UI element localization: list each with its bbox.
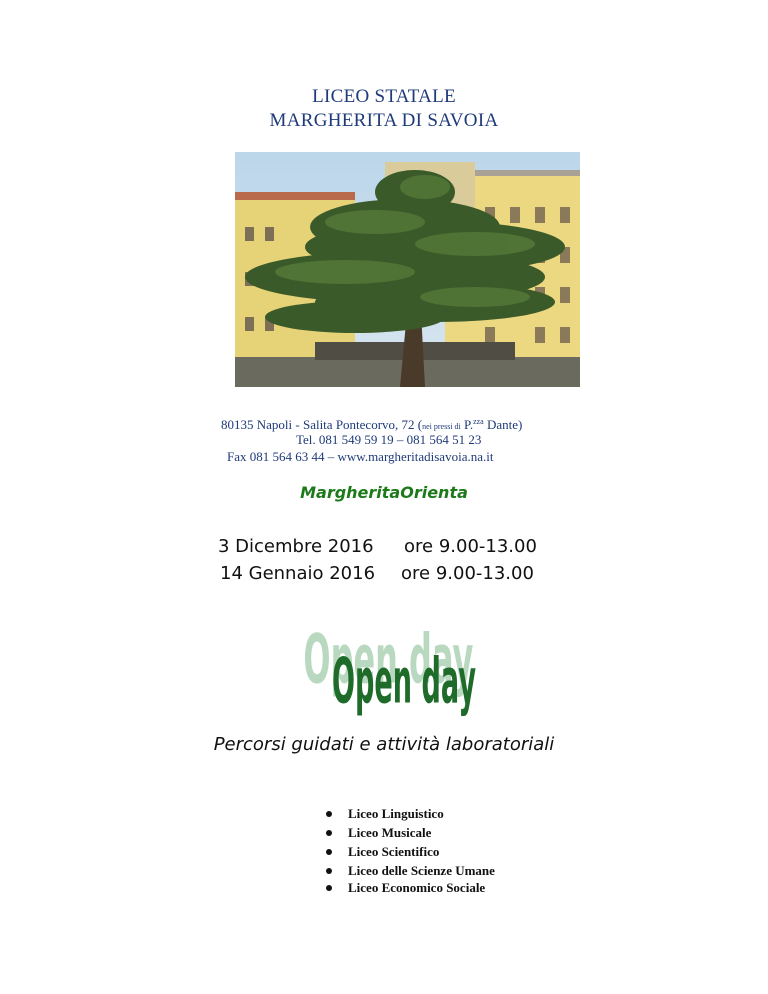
bullet-icon — [326, 885, 332, 891]
list-item: Liceo Economico Sociale — [326, 880, 495, 895]
school-name-line1: LICEO STATALE — [312, 86, 456, 107]
date-2: 14 Gennaio 2016 — [220, 563, 376, 584]
time-1: ore 9.00-13.00 — [404, 536, 537, 557]
subtitle: Percorsi guidati e attività laboratoriali — [213, 734, 555, 755]
open-day-banner — [300, 588, 490, 716]
list-item: Liceo delle Scienze Umane — [326, 861, 495, 880]
address-fax-web: Fax 081 564 63 44 – www.margheritadisavoia.na.it — [227, 449, 494, 464]
time-2: ore 9.00-13.00 — [401, 563, 534, 584]
school-name-line2: MARGHERITA DI SAVOIA — [269, 110, 499, 131]
list-item: Liceo Musicale — [326, 823, 495, 842]
list-item: Liceo Linguistico — [326, 804, 495, 823]
address-phone: Tel. 081 549 59 19 – 081 564 51 23 — [296, 432, 482, 447]
event-name: MargheritaOrienta — [300, 483, 468, 502]
school-building-photo-icon — [235, 152, 580, 387]
school-photo — [235, 152, 580, 387]
date-1: 3 Dicembre 2016 — [218, 536, 374, 557]
open-day-text: Open day — [332, 645, 476, 716]
bullet-icon — [326, 830, 332, 836]
bullet-icon — [326, 849, 332, 855]
open-day-shadow-text: Open day — [303, 621, 474, 700]
bullet-icon — [326, 868, 332, 874]
list-item: Liceo Scientifico — [326, 842, 495, 861]
address-line1: 80135 Napoli - Salita Pontecorvo, 72 (nei pressi di P.$^{zza}$ Dante) — [221, 417, 523, 432]
bullet-icon — [326, 811, 332, 817]
licei-list — [326, 804, 495, 895]
